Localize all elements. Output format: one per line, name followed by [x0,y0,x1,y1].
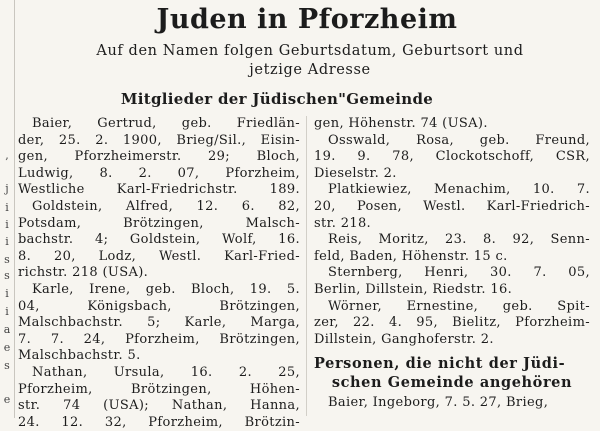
margin-glyph: s [4,359,10,372]
text-line: Dillstein, Ganghoferstr. 2. [314,331,494,347]
text-line: Malschbachstr. 5. [18,348,141,364]
subtitle-line: Auf den Namen folgen Geburtsdatum, Geburtsort und [96,43,524,59]
column-divider [306,116,307,416]
margin-glyph: i [5,287,9,300]
text-line: 7. 7. 24, Pforzheim, Brötzingen, [18,331,300,347]
margin-glyph: s [4,253,10,266]
margin-glyph: a [3,323,11,336]
text-line: der, 25. 2. 1900, Brieg/Sil., Eisin- [18,132,300,148]
text-line: Westliche Karl-Friedrichstr. 189. [18,182,300,198]
margin-glyph: i [5,218,9,231]
text-line: Platkiewiez, Menachim, 10. 7. [328,182,590,198]
subtitle [40,42,580,80]
left-margin-strip [0,0,15,418]
text-line: Osswald, Rosa, geb. Freund, [328,132,590,148]
text-line: str. 218. [314,215,372,231]
text-line: 19. 9. 78, Clockotschoff, CSR, [314,149,590,165]
section-heading-line: schen Gemeinde angehören [331,374,573,392]
text-line: Karle, Irene, geb. Bloch, 19. 5. [32,281,300,297]
margin-glyph: j [5,182,9,195]
text-line: 8. 20, Lodz, Westl. Karl-Fried- [18,248,300,264]
text-line: Dieselstr. 2. [314,165,397,181]
margin-glyph: i [5,201,9,214]
text-line: 04, Königsbach, Brötzingen, [18,298,300,314]
text-line: Nathan, Ursula, 16. 2. 25, [32,364,300,380]
left-column [18,116,300,431]
section-heading-members: Mitglieder der Jüdischen"Gemeinde [120,90,434,108]
text-line: zer, 22. 4. 95, Bielitz, Pforzheim- [314,315,590,331]
text-line: gen, Pforzheimerstr. 29; Bloch, [18,149,300,165]
text-line: Sternberg, Henri, 30. 7. 05, [328,265,590,281]
text-line: Pforzheim, Brötzingen, Höhen- [18,381,300,397]
text-line: 24. 12. 32, Pforzheim, Brötzin- [18,414,300,430]
text-line: str. 74 (USA); Nathan, Hanna, [18,398,300,414]
text-line: Berlin, Dillstein, Riedstr. 16. [314,281,513,297]
text-line: Reis, Moritz, 23. 8. 92, Senn- [328,232,590,248]
text-line: Baier, Gertrud, geb. Friedlän- [32,116,300,131]
margin-glyph: e [3,341,11,354]
margin-glyph: , [5,149,9,162]
margin-glyph: i [5,305,9,318]
text-line: Ludwig, 8. 2. 07, Pforzheim, [18,165,300,181]
text-line: Goldstein, Alfred, 12. 6. 82, [32,198,300,214]
section-heading-line: Personen, die nicht der Jüdi- [314,355,566,373]
text-line: feld, Baden, Höhenstr. 15 c. [314,248,508,264]
margin-glyph: e [3,393,11,406]
page-title: Juden in Pforzheim [156,4,458,35]
text-line: richstr. 218 (USA). [18,265,149,281]
text-line: 20, Posen, Westl. Karl-Friedrich- [314,198,590,214]
section-heading-non-members [314,354,590,392]
margin-glyph: s [4,269,10,282]
text-line: gen, Höhenstr. 74 (USA). [314,116,488,131]
right-column [314,116,590,412]
text-line: Baier, Ingeborg, 7. 5. 27, Brieg, [328,395,549,411]
subtitle-line: jetzige Adresse [249,62,371,78]
text-line: Malschbachstr. 5; Karle, Marga, [18,315,300,331]
text-line: Potsdam, Brötzingen, Malsch- [18,215,300,231]
margin-glyph: i [5,235,9,248]
text-line: bachstr. 4; Goldstein, Wolf, 16. [18,232,300,248]
text-line: Wörner, Ernestine, geb. Spit- [328,298,590,314]
